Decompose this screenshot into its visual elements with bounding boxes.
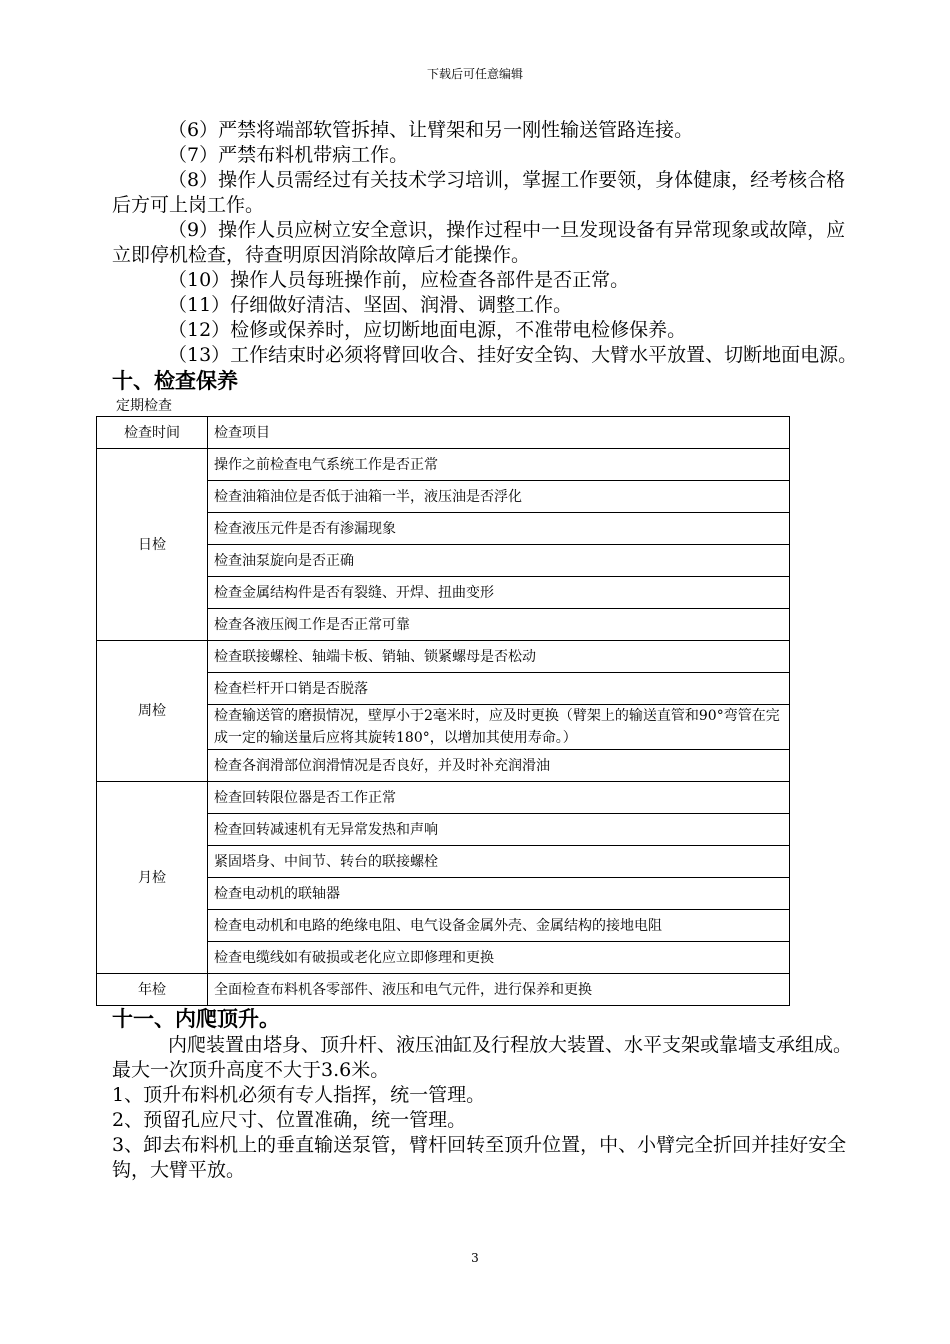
paragraph: 3、卸去布料机上的垂直输送泵管，臂杆回转至顶升位置，中、小臂完全折回并挂好安全钩，大臂平放。 xyxy=(112,1134,847,1181)
page-header: 下载后可任意编辑 xyxy=(426,67,523,81)
table-caption: 定期检查 xyxy=(116,398,172,414)
item-cell: 检查电动机和电路的绝缘电阻、电气设备金属外壳、金属结构的接地电阻 xyxy=(208,910,790,942)
item-cell: 检查各液压阀工作是否正常可靠 xyxy=(208,609,790,641)
page-number: 3 xyxy=(471,1251,479,1265)
header-cell-items: 检查项目 xyxy=(208,417,790,449)
item-cell: 检查油箱油位是否低于油箱一半，液压油是否浮化 xyxy=(208,481,790,513)
period-cell: 月检 xyxy=(97,782,208,974)
paragraph: （10）操作人员每班操作前，应检查各部件是否正常。 xyxy=(168,269,630,291)
table-row xyxy=(97,782,790,814)
item-cell: 检查各润滑部位润滑情况是否良好，并及时补充润滑油 xyxy=(208,750,790,782)
paragraph: 2、预留孔应尺寸、位置准确，统一管理。 xyxy=(112,1109,467,1131)
paragraph: 内爬装置由塔身、顶升杆、液压油缸及行程放大装置、水平支架或靠墙支承组成。最大一次顶升高度不大于3.6米。 xyxy=(112,1034,853,1081)
document-body xyxy=(112,118,862,1183)
period-cell: 日检 xyxy=(97,449,208,641)
section-11-title: 十一、内爬顶升。 xyxy=(112,1007,280,1031)
paragraph: （9）操作人员应树立安全意识，操作过程中一旦发现设备有异常现象或故障，应立即停机检查，待查明原因消除故障后才能操作。 xyxy=(112,219,846,266)
top-paragraphs xyxy=(112,118,862,368)
paragraph: 1、顶升布料机必须有专人指挥，统一管理。 xyxy=(112,1084,486,1106)
inspection-table xyxy=(96,416,790,1006)
item-cell: 紧固塔身、中间节、转台的联接螺栓 xyxy=(208,846,790,878)
item-cell: 检查回转限位器是否工作正常 xyxy=(208,782,790,814)
paragraph: （7）严禁布料机带病工作。 xyxy=(168,144,409,166)
table-row xyxy=(97,641,790,673)
period-cell: 年检 xyxy=(97,974,208,1006)
paragraph: （8）操作人员需经过有关技术学习培训，掌握工作要领，身体健康，经考核合格后方可上岗工作。 xyxy=(112,169,846,216)
table-row xyxy=(97,974,790,1006)
paragraph: （11）仔细做好清洁、坚固、润滑、调整工作。 xyxy=(168,294,573,316)
section-10-title: 十、检查保养 xyxy=(112,369,238,393)
item-cell: 检查栏杆开口销是否脱落 xyxy=(208,673,790,705)
item-cell: 操作之前检查电气系统工作是否正常 xyxy=(208,449,790,481)
item-cell: 检查金属结构件是否有裂缝、开焊、扭曲变形 xyxy=(208,577,790,609)
item-cell: 检查油泵旋向是否正确 xyxy=(208,545,790,577)
item-cell: 检查电动机的联轴器 xyxy=(208,878,790,910)
table-row xyxy=(97,449,790,481)
table-body xyxy=(97,449,790,1006)
paragraph: （13）工作结束时必须将臂回收合、挂好安全钩、大臂水平放置、切断地面电源。 xyxy=(168,344,858,366)
table-header-row xyxy=(97,417,790,449)
item-cell: 检查输送管的磨损情况，壁厚小于2毫米时，应及时更换（臂架上的输送直管和90°弯管在完成一定的输送量后应将其旋转180°，以增加其使用寿命。） xyxy=(208,705,790,750)
item-cell: 全面检查布料机各零部件、液压和电气元件，进行保养和更换 xyxy=(208,974,790,1006)
bottom-paragraphs xyxy=(112,1033,862,1183)
period-cell: 周检 xyxy=(97,641,208,782)
paragraph: （12）检修或保养时，应切断地面电源，不准带电检修保养。 xyxy=(168,319,687,341)
item-cell: 检查回转减速机有无异常发热和声响 xyxy=(208,814,790,846)
item-cell: 检查电缆线如有破损或老化应立即修理和更换 xyxy=(208,942,790,974)
paragraph: （6）严禁将端部软管拆掉、让臂架和另一刚性输送管路连接。 xyxy=(168,119,694,141)
header-cell-period: 检查时间 xyxy=(97,417,208,449)
item-cell: 检查联接螺栓、轴端卡板、销轴、锁紧螺母是否松动 xyxy=(208,641,790,673)
item-cell: 检查液压元件是否有渗漏现象 xyxy=(208,513,790,545)
